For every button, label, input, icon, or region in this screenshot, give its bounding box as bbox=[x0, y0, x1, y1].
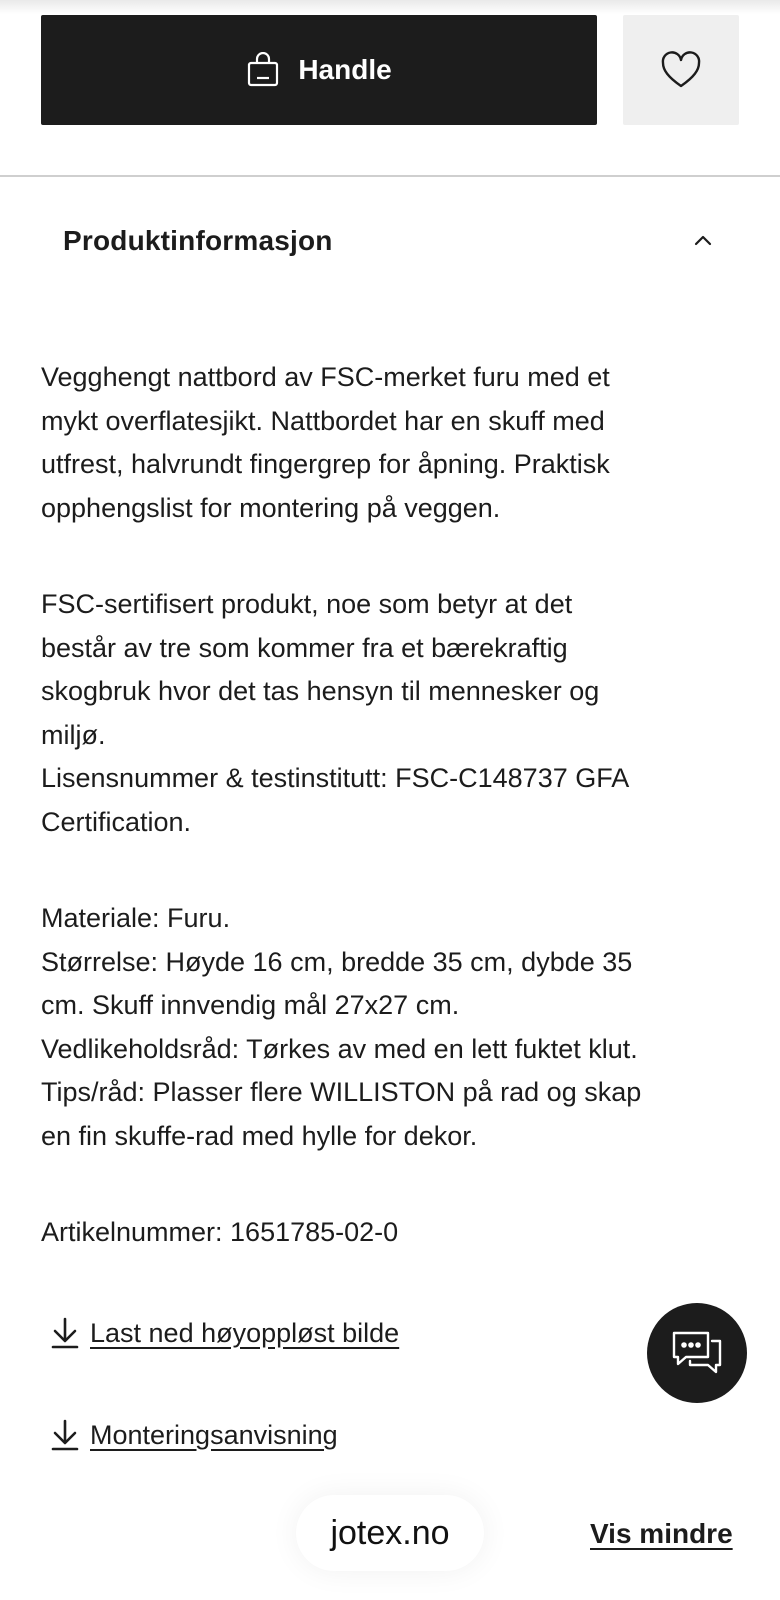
chat-icon bbox=[670, 1329, 724, 1377]
chat-button[interactable] bbox=[647, 1303, 747, 1403]
description-line: en fin skuffe-rad med hylle for dekor. bbox=[41, 1120, 478, 1151]
download-hires-image-label: Last ned høyoppløst bilde bbox=[90, 1317, 400, 1348]
favorite-button[interactable] bbox=[623, 15, 739, 125]
accordion-title: Produktinformasjon bbox=[63, 225, 333, 256]
description-line: Størrelse: Høyde 16 cm, bredde 35 cm, dybde 35 bbox=[41, 946, 633, 977]
download-icon bbox=[50, 1418, 80, 1452]
description-line: FSC-sertifisert produkt, noe som betyr at det bbox=[41, 589, 573, 619]
domain-label: jotex.no bbox=[296, 1495, 484, 1571]
description-line: Tips/råd: Plasser flere WILLISTON på rad og skap bbox=[41, 1077, 642, 1107]
specs-paragraph bbox=[41, 897, 741, 1158]
description-line: Vedlikeholdsråd: Tørkes av med en lett fuktet klut. bbox=[41, 1033, 638, 1064]
description-line: Vegghengt nattbord av FSC-merket furu med et bbox=[41, 362, 610, 392]
article-number: Artikelnummer: 1651785-02-0 bbox=[41, 1217, 399, 1247]
chevron-up-icon bbox=[691, 229, 715, 253]
heart-icon bbox=[660, 50, 702, 90]
description-line: mykt overflatesjikt. Nattbordet har en skuff med bbox=[41, 405, 605, 436]
article-number-paragraph bbox=[41, 1211, 741, 1255]
product-description bbox=[41, 356, 741, 1308]
download-icon bbox=[50, 1316, 80, 1350]
buy-button-label: Handle bbox=[298, 54, 392, 85]
accordion-header-product-info[interactable] bbox=[41, 215, 721, 267]
shopping-bag-icon bbox=[246, 52, 280, 88]
download-assembly-label: Monteringsanvisning bbox=[90, 1419, 338, 1450]
description-line: Materiale: Furu. bbox=[41, 903, 231, 933]
description-line: Certification. bbox=[41, 806, 192, 837]
buy-button[interactable] bbox=[41, 15, 597, 125]
divider bbox=[0, 175, 780, 177]
description-line: cm. Skuff innvendig mål 27x27 cm. bbox=[41, 990, 460, 1020]
description-line: skogbruk hvor det tas hensyn til mennesker og bbox=[41, 676, 600, 706]
description-paragraph bbox=[41, 356, 741, 530]
description-line: utfrest, halvrundt fingergrep for åpning. Praktisk bbox=[41, 449, 610, 479]
download-assembly-link[interactable] bbox=[50, 1418, 338, 1452]
download-hires-image-link[interactable] bbox=[50, 1316, 399, 1350]
description-line: miljø. bbox=[41, 719, 106, 750]
description-line: opphengslist for montering på veggen. bbox=[41, 492, 501, 523]
description-line: består av tre som kommer fra et bærekraftig bbox=[41, 632, 568, 663]
description-line: Lisensnummer & testinstitutt: FSC-C148737 GFA bbox=[41, 763, 630, 793]
top-shadow bbox=[0, 0, 780, 14]
certification-paragraph bbox=[41, 583, 741, 844]
show-less-link[interactable]: Vis mindre bbox=[590, 1518, 733, 1549]
